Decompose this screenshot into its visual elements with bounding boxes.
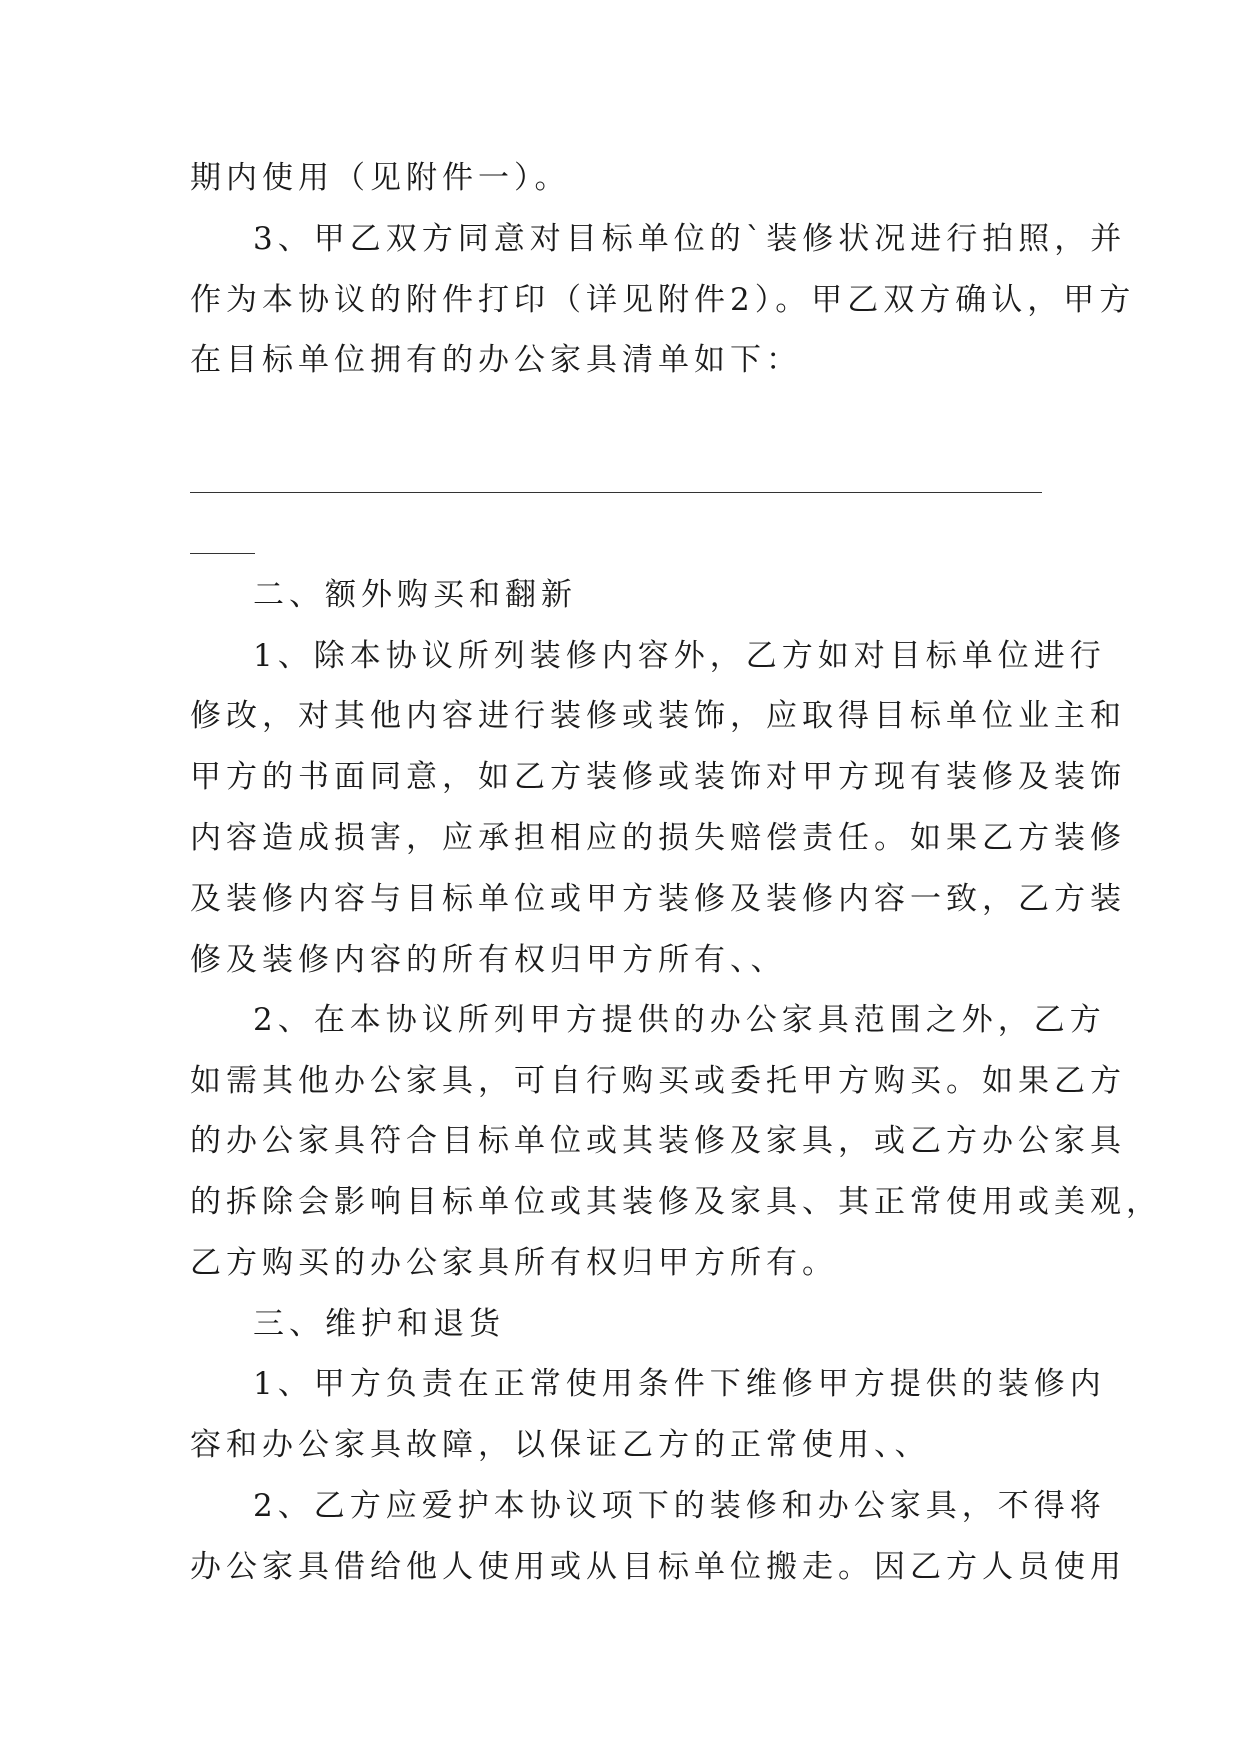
text-line-18: 1、甲方负责在正常使用条件下维修甲方提供的装修内 bbox=[253, 1366, 1106, 1402]
text-line-2: 3、甲乙双方同意对目标单位的`装修状况进行拍照，并 bbox=[253, 221, 1127, 257]
text-line-6: 1、除本协议所列装修内容外，乙方如对目标单位进行 bbox=[253, 638, 1106, 674]
text-line-9: 内容造成损害，应承担相应的损失赔偿责任。如果乙方装修 bbox=[190, 820, 1126, 856]
blank-rule-short bbox=[190, 553, 255, 554]
text-line-8: 甲方的书面同意，如乙方装修或装饰对甲方现有装修及装饰 bbox=[190, 759, 1126, 795]
text-line-19: 容和办公家具故障，以保证乙方的正常使用、、 bbox=[190, 1427, 931, 1463]
text-line-11: 修及装修内容的所有权归甲方所有、、 bbox=[190, 942, 787, 978]
text-line-10: 及装修内容与目标单位或甲方装修及装修内容一致，乙方装 bbox=[190, 881, 1126, 917]
text-line-20: 2、乙方应爱护本协议项下的装修和办公家具，不得将 bbox=[253, 1488, 1106, 1524]
section-heading-3: 三、维护和退货 bbox=[253, 1306, 505, 1342]
text-line-7: 修改，对其他内容进行装修或装饰，应取得目标单位业主和 bbox=[190, 698, 1126, 734]
text-line-4: 在目标单位拥有的办公家具清单如下： bbox=[190, 342, 802, 378]
blank-rule-long bbox=[190, 492, 1042, 493]
text-line-16: 乙方购买的办公家具所有权归甲方所有。 bbox=[190, 1245, 838, 1281]
text-line-12: 2、在本协议所列甲方提供的办公家具范围之外，乙方 bbox=[253, 1002, 1106, 1038]
section-heading-2: 二、额外购买和翻新 bbox=[253, 577, 577, 613]
text-line-3: 作为本协议的附件打印（详见附件2）。甲乙双方确认，甲方 bbox=[190, 282, 1136, 318]
text-line-13: 如需其他办公家具，可自行购买或委托甲方购买。如果乙方 bbox=[190, 1063, 1126, 1099]
text-line-21: 办公家具借给他人使用或从目标单位搬走。因乙方人员使用 bbox=[190, 1549, 1126, 1585]
text-line-14: 的办公家具符合目标单位或其装修及家具，或乙方办公家具 bbox=[190, 1123, 1126, 1159]
text-line-1: 期内使用（见附件一）。 bbox=[190, 160, 571, 196]
text-line-15: 的拆除会影响目标单位或其装修及家具、其正常使用或美观， bbox=[190, 1184, 1162, 1220]
